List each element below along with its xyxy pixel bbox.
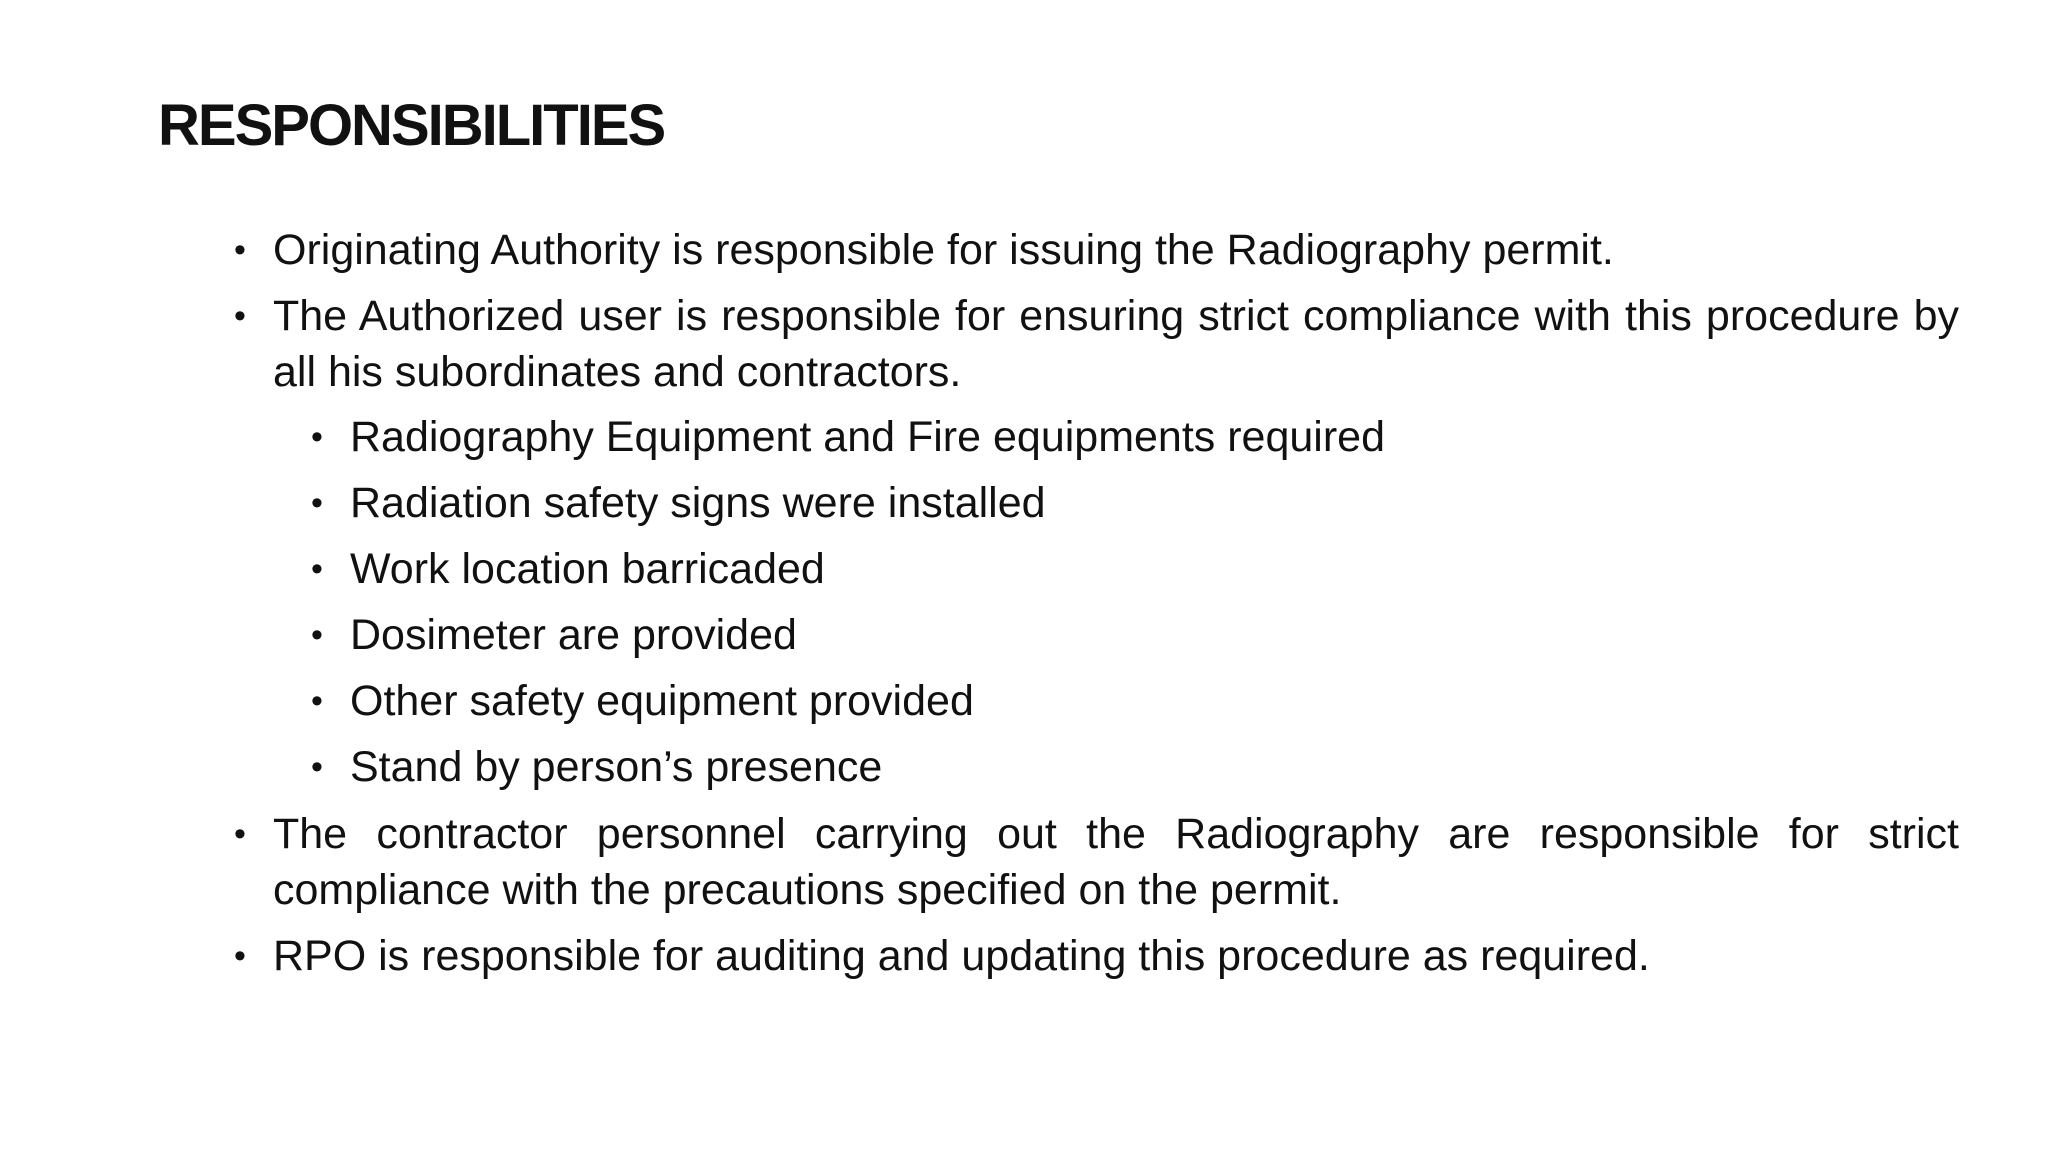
bullet-icon: • bbox=[234, 297, 246, 335]
bullet-icon: • bbox=[234, 815, 246, 853]
bullet-icon: • bbox=[311, 484, 323, 522]
sub-list-item bbox=[311, 475, 1950, 531]
sub-list-item bbox=[311, 739, 1950, 795]
bullet-icon: • bbox=[311, 748, 323, 786]
bullet-icon: • bbox=[311, 418, 323, 456]
bullet-icon: • bbox=[311, 682, 323, 720]
sub-list-item-text: Radiography Equipment and Fire equipments required bbox=[350, 413, 1386, 461]
bullet-icon: • bbox=[311, 616, 323, 654]
list-item bbox=[234, 806, 1959, 918]
sub-list-item bbox=[311, 541, 1950, 597]
sub-list-item-text: Stand by person’s presence bbox=[350, 743, 883, 791]
list-item-text: Originating Authority is responsible for issuing the Radiography permit. bbox=[273, 226, 1614, 274]
list-item-text: The contractor personnel carrying out the Radiography are responsible for strict compliance with the precautions specified on the permit. bbox=[273, 810, 1959, 914]
list-item-text: The Authorized user is responsible for ensuring strict compliance with this procedure by all his subordinates and contractors. bbox=[273, 292, 1959, 396]
sub-list-item-text: Dosimeter are provided bbox=[350, 611, 797, 659]
bullet-icon: • bbox=[234, 937, 246, 975]
list-item bbox=[234, 288, 1959, 400]
sub-list-item bbox=[311, 607, 1950, 663]
list-item bbox=[234, 222, 1959, 278]
bullet-icon: • bbox=[234, 231, 246, 269]
list-item bbox=[234, 928, 1959, 984]
sub-list-item-text: Radiation safety signs were installed bbox=[350, 479, 1046, 527]
sub-list-item bbox=[311, 409, 1950, 465]
sub-list-item-text: Other safety equipment provided bbox=[350, 677, 974, 725]
sub-list-item-text: Work location barricaded bbox=[350, 545, 825, 593]
list-item-text: RPO is responsible for auditing and updating this procedure as required. bbox=[273, 932, 1650, 980]
sub-list-item bbox=[311, 673, 1950, 729]
slide-title: RESPONSIBILITIES bbox=[158, 93, 665, 158]
bullet-icon: • bbox=[311, 550, 323, 588]
